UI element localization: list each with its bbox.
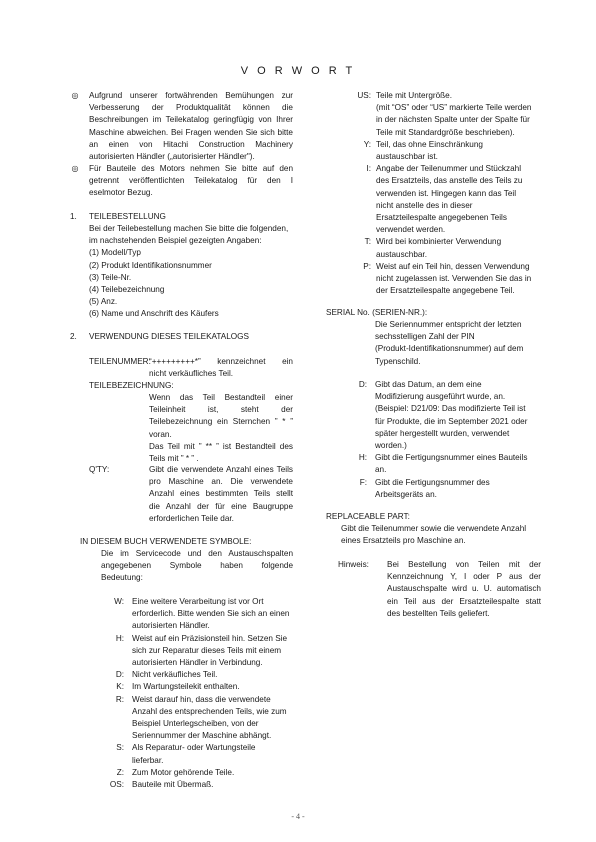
symbol-description bbox=[375, 477, 555, 501]
text-line: Für Bauteile des Motors nehmen Sie bitte auf den bbox=[89, 164, 293, 173]
section-2-heading: VERWENDUNG DIESES TEILEKATALOGS bbox=[89, 332, 249, 341]
text-line: austauschbar ist. bbox=[376, 152, 438, 161]
text-line: austauschbar. bbox=[376, 249, 427, 259]
text-line: Bedeutung: bbox=[101, 573, 143, 583]
symbol-key: D: bbox=[115, 670, 124, 680]
section-1-number: 1. bbox=[70, 212, 77, 221]
symbol-description bbox=[376, 163, 556, 236]
symbol-description bbox=[132, 742, 302, 766]
section-1-body bbox=[89, 223, 309, 321]
text-line: “+++++++++*” kennzeichnet ein bbox=[149, 357, 293, 366]
text-line: sechsstelligen Zahl der PIN bbox=[375, 332, 475, 342]
text-line: Teil, das ohne Einschränkung bbox=[376, 139, 483, 149]
symbol-key: US: bbox=[357, 91, 371, 100]
text-line: (2) Produkt Identifikationsnummer bbox=[89, 260, 212, 270]
text-line: des Ersatzteils, das anstelle des Teils zu bbox=[376, 176, 523, 186]
text-line: Im Wartungsteilekit enthalten. bbox=[132, 682, 240, 692]
text-line: sich zur Reparatur dieses Teils mit einem bbox=[132, 645, 282, 655]
text-line: Austauschspalte wird u. U. automatisch bbox=[387, 584, 541, 594]
text-line: Aufgrund unserer fortwährenden Bemühungen zur bbox=[89, 91, 293, 100]
symbol-description bbox=[132, 681, 302, 693]
intro-paragraph-2 bbox=[89, 163, 293, 200]
symbol-key: W: bbox=[114, 597, 124, 606]
text-line: Anzahl des entsprechenden Teils, wie zum bbox=[132, 706, 287, 716]
qty-label: Q'TY: bbox=[89, 465, 110, 474]
text-line: Maschine abweichen. Bei Fragen wenden Sie sich bitte bbox=[89, 127, 293, 137]
page-title: V O R W O R T bbox=[240, 65, 356, 77]
text-line: autorisierten Händler. bbox=[132, 621, 210, 631]
symbol-key: R: bbox=[115, 694, 124, 704]
replaceable-heading: REPLACEABLE PART: bbox=[326, 512, 410, 521]
text-line: Die im Servicecode und den Austauschspalten bbox=[101, 549, 293, 558]
symbol-key: P: bbox=[363, 261, 371, 271]
hinweis-body bbox=[387, 559, 541, 620]
symbol-key: H: bbox=[358, 453, 367, 463]
text-line: Kennzeichnung Y, I oder P aus der bbox=[387, 572, 541, 582]
text-line: (6) Name und Anschrift des Käufers bbox=[89, 309, 219, 319]
symbol-description bbox=[376, 236, 556, 260]
bullet-icon: ◎ bbox=[71, 164, 79, 173]
text-line: erforderlichen Teile dar. bbox=[149, 513, 234, 523]
text-line: angegebenen Symbole haben folgende bbox=[101, 561, 293, 571]
text-line: Gibt das Datum, an dem eine bbox=[375, 380, 482, 389]
text-line: Die Seriennummer entspricht der letzten bbox=[375, 320, 522, 329]
text-line: der Ersatzteilespalte angegebene Teil. bbox=[376, 286, 515, 296]
text-line: Teilebezeichnung ein Sternchen ” * ” bbox=[149, 417, 293, 427]
text-line: Gibt die Fertigungsnummer des bbox=[375, 477, 490, 487]
symbol-description bbox=[132, 779, 302, 791]
text-line: in der nächsten Spalte unter der Spalte für bbox=[376, 115, 530, 125]
text-line: Wenn das Teil Bestandteil einer bbox=[149, 393, 293, 402]
text-line: Verbesserung der Produktqualität können die bbox=[89, 103, 293, 113]
text-line: verwendet werden. bbox=[376, 225, 446, 235]
text-line: nicht zugelassen ist. Verwenden Sie das in bbox=[376, 274, 532, 283]
text-line: die Anzahl der für eine Baugruppe bbox=[149, 501, 293, 511]
symbol-description bbox=[376, 139, 556, 163]
symbol-key: I: bbox=[366, 164, 371, 174]
bullet-icon: ◎ bbox=[71, 91, 79, 100]
text-line: (1) Modell/Typ bbox=[89, 248, 141, 258]
hinweis-label: Hinweis: bbox=[338, 560, 369, 569]
text-line: Angabe der Teilenummer und Stückzahl bbox=[376, 164, 522, 174]
text-line: voran. bbox=[149, 429, 172, 439]
symbol-description bbox=[376, 90, 556, 139]
text-line: (4) Teilebezeichnung bbox=[89, 285, 165, 295]
symbol-description bbox=[376, 261, 556, 298]
text-line: Teile mit Standardgröße beschrieben). bbox=[376, 127, 515, 137]
text-line: für Produkte, die im September 2021 oder bbox=[375, 416, 528, 426]
symbol-key: OS: bbox=[109, 780, 124, 789]
text-line: ein Teil aus der Ersatzteilespalte statt bbox=[387, 596, 541, 606]
teilenummer-desc bbox=[149, 356, 293, 380]
text-line: getrennt veröffentlichten Teilekatalog für den I bbox=[89, 176, 293, 186]
text-line: Typenschild. bbox=[375, 356, 421, 366]
serial-body bbox=[375, 319, 555, 368]
text-line: Seriennummer der Maschine abhängt. bbox=[132, 731, 272, 741]
text-line: im nachstehenden Beispiel gezeigten Angaben: bbox=[89, 236, 262, 246]
text-line: Weist auf ein Teil hin, dessen Verwendung bbox=[376, 261, 530, 271]
symbol-description bbox=[132, 767, 302, 779]
text-line: später hergestellt wurden, verwendet bbox=[375, 428, 510, 438]
qty-desc bbox=[149, 464, 293, 525]
symbol-description bbox=[132, 694, 302, 743]
text-line: lieferbar. bbox=[132, 755, 164, 765]
symbol-key: Y: bbox=[363, 139, 371, 149]
text-line: eines Ersatzteils pro Maschine an. bbox=[341, 536, 466, 546]
symbol-key: H: bbox=[115, 633, 124, 643]
teilebezeichnung-label: TEILEBEZEICHNUNG: bbox=[89, 381, 174, 390]
text-line: Gibt die Teilenummer sowie die verwendete Anzahl bbox=[341, 524, 527, 533]
text-line: Beispiel Unterlegscheiben, von der bbox=[132, 719, 259, 728]
text-line: Teile mit Untergröße. bbox=[376, 91, 452, 100]
text-line: eselmotor Bezug. bbox=[89, 188, 153, 198]
text-line: Das Teil mit ” ** ” ist Bestandteil des bbox=[149, 441, 293, 451]
replaceable-body bbox=[341, 523, 551, 547]
text-line: Nicht verkäufliches Teil. bbox=[132, 670, 218, 680]
text-line: Wird bei kombinierter Verwendung bbox=[376, 237, 502, 247]
serial-heading: SERIAL No. (SERIEN-NR.): bbox=[326, 308, 428, 317]
text-line: (Beispiel: D21/09: Das modifizierte Teil ist bbox=[375, 404, 526, 414]
text-line: Bauteile mit Übermaß. bbox=[132, 780, 214, 789]
text-line: Anzahl eines bestimmten Teils stellt bbox=[149, 489, 293, 499]
symbol-key: K: bbox=[116, 682, 124, 692]
text-line: Bei der Teilebestellung machen Sie bitte die folgenden, bbox=[89, 224, 289, 233]
text-line: worden.) bbox=[375, 441, 407, 451]
text-line: Eine weitere Verarbeitung ist vor Ort bbox=[132, 597, 264, 606]
text-line: nicht verkäufliches Teil. bbox=[149, 369, 234, 379]
symbol-description bbox=[132, 596, 302, 633]
symbol-key: D: bbox=[358, 380, 367, 389]
section-2-number: 2. bbox=[70, 332, 77, 341]
symbol-key: Z: bbox=[116, 767, 124, 777]
text-line: des bestellten Teils geliefert. bbox=[387, 608, 490, 618]
text-line: Modifizierung ausgeführt wurde, an. bbox=[375, 392, 506, 402]
teilenummer-label: TEILENUMMER: bbox=[89, 357, 151, 366]
text-line: nicht anstelle des in dieser bbox=[376, 200, 473, 210]
text-line: an einen von Hitachi Construction Machinery bbox=[89, 139, 293, 149]
page-number: - 4 - bbox=[291, 812, 305, 821]
symbol-description bbox=[132, 669, 302, 681]
text-line: Arbeitsgeräts an. bbox=[375, 489, 437, 499]
text-line: (3) Teile-Nr. bbox=[89, 272, 132, 282]
text-line: Teils mit ” * ” . bbox=[149, 454, 199, 464]
text-line: an. bbox=[375, 465, 387, 475]
text-line: Als Reparatur- oder Wartungsteile bbox=[132, 743, 256, 753]
symbol-description bbox=[132, 633, 302, 670]
text-line: (5) Anz. bbox=[89, 297, 118, 307]
symbol-description bbox=[375, 379, 555, 452]
text-line: autorisierten Händler („autorisierter Händler"). bbox=[89, 152, 255, 162]
symbols-intro bbox=[101, 548, 293, 585]
text-line: verwenden ist. Hingegen kann das Teil bbox=[376, 188, 517, 198]
symbols-heading: IN DIESEM BUCH VERWENDETE SYMBOLE: bbox=[80, 537, 252, 546]
text-line: pro Maschine an. Die verwendete bbox=[149, 477, 293, 487]
text-line: Bei Bestellung von Teilen mit der bbox=[387, 560, 541, 569]
symbol-key: F: bbox=[359, 477, 367, 487]
text-line: Gibt die Fertigungsnummer eines Bauteils bbox=[375, 453, 528, 463]
symbol-key: T: bbox=[364, 237, 371, 247]
section-1-heading: TEILEBESTELLUNG bbox=[89, 212, 166, 221]
text-line: (Produkt-Identifikationsnummer) auf dem bbox=[375, 344, 524, 354]
text-line: Weist darauf hin, dass die verwendete bbox=[132, 694, 271, 704]
symbol-description bbox=[375, 452, 555, 476]
text-line: (mit “OS” oder “US” markierte Teile werden bbox=[376, 103, 532, 113]
symbol-key: S: bbox=[116, 743, 124, 753]
text-line: Zum Motor gehörende Teile. bbox=[132, 767, 235, 777]
text-line: autorisierten Händler in Verbindung. bbox=[132, 658, 263, 667]
text-line: Teileinheit ist, steht der bbox=[149, 405, 293, 415]
text-line: Ersatzteilespalte angegebenen Teils bbox=[376, 213, 507, 222]
text-line: erforderlich. Bitte wenden Sie sich an einen bbox=[132, 609, 290, 619]
intro-paragraph-1 bbox=[89, 90, 293, 163]
teilebezeichnung-desc bbox=[149, 392, 293, 465]
text-line: Gibt die verwendete Anzahl eines Teils bbox=[149, 465, 293, 474]
text-line: Beschreibungen im Teilekatalog geringfügig von Ihrer bbox=[89, 115, 293, 125]
text-line: Weist auf ein Präzisionsteil hin. Setzen Sie bbox=[132, 633, 288, 643]
